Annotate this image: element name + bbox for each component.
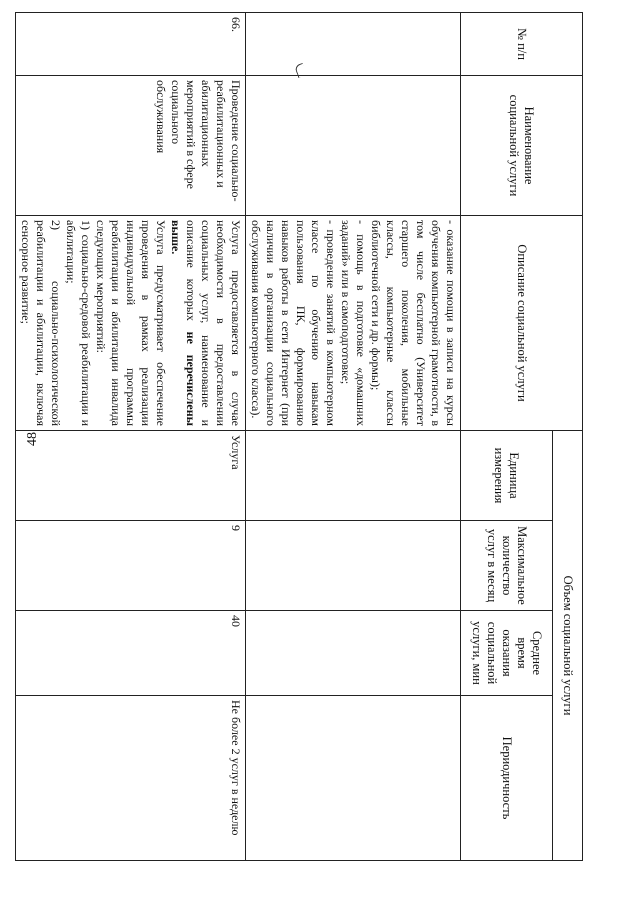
cell-max-per-month: 9 xyxy=(16,521,246,611)
header-max-per-month: Максимальное количество услуг в месяц xyxy=(461,521,553,611)
cell-avg-time: 40 xyxy=(16,611,246,696)
cell-service-description xyxy=(16,216,246,431)
description-item xyxy=(168,220,243,426)
header-avg-time: Среднее время оказания социальной услуги, мин xyxy=(461,611,553,696)
description-item: Услуга предусматривает обеспечение проведения в рамках реализации индивидуальной программы реабилитации и абилитации инвалида следующих мероприятий: xyxy=(94,220,168,426)
cell-service-description xyxy=(246,216,461,431)
cell-frequency xyxy=(246,696,461,861)
cell-unit xyxy=(246,431,461,521)
description-item: 2) социально-психологической реабилитации и абилитации, включая сенсорное развитие; xyxy=(19,220,63,426)
description-bold-text: не перечислены выше. xyxy=(169,220,198,426)
header-unit: Единица измерения xyxy=(461,431,553,521)
description-item: - оказание помощи в записи на курсы обучения компьютерной грамотности, в том числе бесплатно (Университет старшего поколения, мобильные классы, компьютерные классы библиотечной сети и др. формы); xyxy=(369,220,458,426)
header-service-name: Наименование социальной услуги xyxy=(461,76,583,216)
description-intro: Услуга предоставляется в случае необходимости в предоставлении социальных услуг, наименование и описание которых xyxy=(184,220,243,426)
header-num: № п/п xyxy=(461,13,583,76)
table-row xyxy=(16,13,246,861)
cell-unit: Услуга xyxy=(16,431,246,521)
header-frequency: Периодичность xyxy=(461,696,553,861)
header-service-description: Описание социальной услуги xyxy=(461,216,583,431)
description-item: - проведение занятий в компьютерном классе по обучению навыкам пользования ПК, формированию навыков работы в сети Интернет (при наличии в организации социального обслуживания компьютерного класса). xyxy=(249,220,338,426)
cell-frequency: Не более 2 услуг в неделю xyxy=(16,696,246,861)
page-number: 48 xyxy=(25,432,40,446)
cell-service-name: Проведение социально-реабилитационных и абилитационных мероприятий в сфере социального обслуживания xyxy=(16,76,246,216)
header-volume-group: Объем социальной услуги xyxy=(553,431,583,861)
cell-max-per-month xyxy=(246,521,461,611)
description-item: - помощь в подготовке «домашних заданий» или в самоподготовке; xyxy=(339,220,368,426)
table-row xyxy=(246,13,461,861)
description-item: 1) социально-средовой реабилитации и абилитации; xyxy=(64,220,93,426)
social-services-table xyxy=(15,12,583,861)
cell-avg-time xyxy=(246,611,461,696)
cell-num: 66. xyxy=(16,13,246,76)
cell-service-name xyxy=(246,76,461,216)
cell-num xyxy=(246,13,461,76)
